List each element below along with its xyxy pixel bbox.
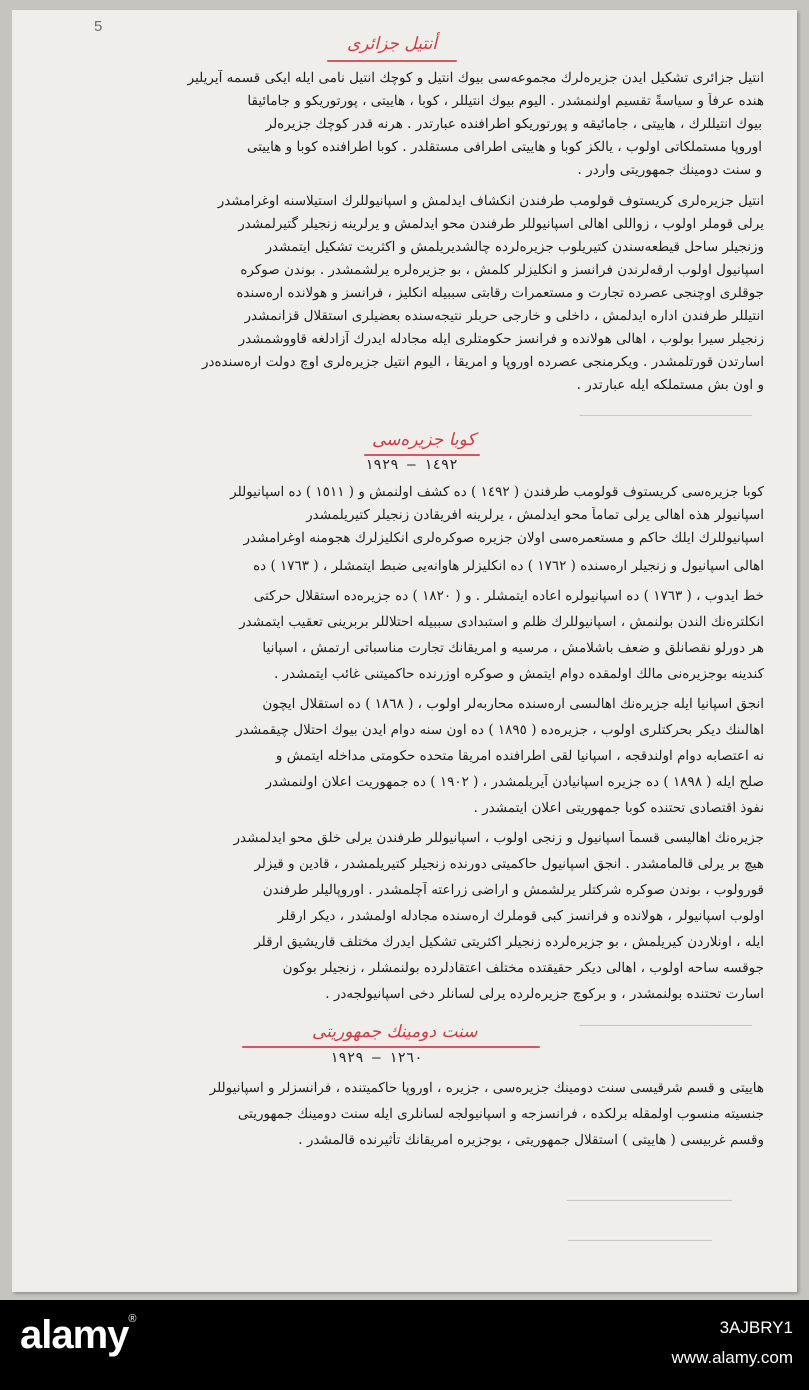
show-through-text: ـــــــــــــــــــــــــــــــــــــــــــــــــ xyxy=(579,1015,752,1029)
show-through-text: ـــــــــــــــــــــــــــــــــــــــــ xyxy=(567,1230,712,1244)
date-range: ١٢٦٠ — ١٩٢٩ xyxy=(330,1050,423,1066)
text-line: يرلى قوملر اولوب ، زواللى اهالى اسپانيوللر طرفندن محو ايدلمش و يرلرينه زنجيلر گتيرلمشدر xyxy=(60,216,764,232)
text-line: انتيللر طرفندن ادارە ايدلمش ، داخلى و خارجى حربلر نتيجەسنده بعضيلرى استقلال قزانمشدر xyxy=(60,308,764,324)
title-underline xyxy=(327,60,457,62)
text-line: اهالىنك ديكر بحركتلرى اولوب ، جزيرەده ( ١٨٩٥ ) ده اون سنه دوام ايدن بيوك احتلال چيقمشدر xyxy=(60,722,764,738)
text-line: زنجيلر سيرا بولوب ، اهالى هولانده و فرانسز حكومتلرى ايله مجادلە ايدرك آزادلغه قاووشمشدر xyxy=(60,331,764,347)
text-line: هنده عرفاً و سياسةً تقسيم اولنمشدر . اليوم بيوك انتيللر ، كوبا ، هاييتى ، پورتوريكو و جامائيقا xyxy=(62,93,764,109)
text-line: اسپانيول اولوب ارقەلرندن فرانسز و انكليزلر كلمش ، بو جزيرەلره يرلشمشدر . بوندن صوكره xyxy=(60,262,764,278)
text-line: انجق اسپانيا ايله جزيرەنك اهالىسى ارەسنده محاربەلر اولوب ، ( ١٨٦٨ ) ده استقلال ايچون xyxy=(60,696,764,712)
section-title-antilles: أنتيل جزائرى xyxy=(347,34,438,54)
show-through-text: ـــــــــــــــــــــــــــــــــــــــــــــــــ xyxy=(579,405,752,419)
text-line: جوقسه ساحه اولوب ، اهالى ديكر حقيقتده مختلف اعتقادلرده بولنمشلر ، زنجيلر بوكون xyxy=(60,960,764,976)
text-line: اوروپا مستملكاتى اولوب ، يالكز كوبا و هاييتى اطرافى مستقلدر . كوبا اطرافنده كوبا و هاييتى xyxy=(62,139,762,155)
date-range: ١٤٩٢ — ١٩٢٩ xyxy=(365,457,458,473)
text-line: نفوذ اقتصادى تحتنده كوبا جمهوريتى اعلان ايتمشدر . xyxy=(60,800,764,816)
title-underline xyxy=(364,454,480,456)
text-line: هر دورلو نقصانلق و ضعف باشلامش ، مرسيه و امريقانك تجارت مناسباتى ارتمش ، اسپانيا xyxy=(60,640,764,656)
text-line: صلح ايله ( ١٨٩٨ ) ده جزيرە اسپانيادن آيريلمشدر ، ( ١٩٠٢ ) ده جمهوريت اعلان اولنمشدر xyxy=(60,774,764,790)
text-line: بيوك انتيللرك ، هاييتى ، جامائيقه و پورتوريكو اطرافنده عبارتدر . هرنه قدر كوچك جزيرەلر xyxy=(62,116,762,132)
text-line: هاييتى و قسم شرقيسى سنت دومينك جزيرەسى ، جزيرە ، اوروپا حاكميتنده ، فرانسزلر و اسپانيوللر xyxy=(60,1080,764,1096)
text-line: وزنجيلر ساحل قيطعەسندن كتيريلوب جزيرەلرده چالشديريلمش و اكثريت تشكيل ايتمشدر xyxy=(60,239,764,255)
watermark-url: www.alamy.com xyxy=(671,1348,793,1367)
text-line: انتيل جزيرەلرى كريستوف قولومب طرفندن انكشاف ايدلمش و اسپانيوللرك استيلاسنه اوغرامشدر xyxy=(60,193,764,209)
title-underline xyxy=(242,1046,540,1048)
section-title-cuba: كوبا جزيرەسى xyxy=(372,430,476,450)
text-line: وقسم غربيسى ( هاييتى ) استقلال جمهوريتى ، بوجزيرە امريقانك تأثيرنده قالمشدر . xyxy=(60,1132,764,1148)
section-title-santo-domingo: سنت دومينك جمهوريتى xyxy=(312,1022,478,1042)
text-line: خط ايدوب ، ( ١٧٦٣ ) ده اسپانيولره اعادە ايتمشلر . و ( ١٨٢٠ ) ده جزيرەده استقلال حركتى xyxy=(60,588,764,604)
text-line: اسارتدن قورتلمشدر . ويكرمنجى عصرده اوروپا و امريقا ، اليوم انتيل جزيرەلرى اوچ دولت ارەسندەدر xyxy=(60,354,764,370)
text-line: اسارت تحتنده بولنمشدر ، و بركوچ جزيرەلرده يرلى لسانلر دخى اسپانيولجەدر . xyxy=(60,986,764,1002)
text-line: جنسيتە منسوب اولمقله برلكده ، فرانسزجە و اسپانيولجە لسانلرى ايله سنت دومينك جمهوريتى xyxy=(60,1106,764,1122)
text-line: و سنت دومينك جمهوريتى واردر . xyxy=(262,162,762,178)
text-line: كندينه بوجزيرەنى مالك اولمقده دوام ايتمش و صوكرە اوزرنده حاكميتنى غائب ايتمشدر . xyxy=(60,666,764,682)
text-line: انتيل جزائرى تشكيل ايدن جزيرەلرك مجموعەسى بيوك انتيل و كوچك انتيل نامى ايله ايكى قسمه آيريلير xyxy=(72,70,764,86)
text-line: انكلترەنك الندن بولنمش ، اسپانيوللرك ظلم و استبدادى سببيله احتلاللر بربرينى تعقيب ايتمشدر xyxy=(60,614,764,630)
text-line: اهالى اسپانيول و زنجيلر ارەسنده ( ١٧٦٢ ) ده انكليزلر هاوانەيى ضبط ايتمشلر ، ( ١٧٦٣ ) ده xyxy=(60,558,764,574)
text-line: هيچ بر يرلى قالمامشدر . انجق اسپانيول حاكميتى دورنده زنجيلر كتيريلمشدر ، قادين و قيزلر xyxy=(60,856,764,872)
page-number: 5 xyxy=(94,18,103,35)
text-line: كوبا جزيرەسى كريستوف قولومب طرفندن ( ١٤٩٢ ) ده كشف اولنمش و ( ١٥١١ ) ده اسپانيوللر xyxy=(60,484,764,500)
image-id-label: 3AJBRY1 xyxy=(719,1318,793,1337)
text-line: جزيرەنك اهاليسى قسماً اسپانيول و زنجى اولوب ، اسپانيوللر طرفندن يرلى خلق محو ايدلمشدر xyxy=(60,830,764,846)
manuscript-page xyxy=(12,10,797,1292)
text-line: و اون بش مستملكە ايله عبارتدر . xyxy=(312,377,764,393)
text-line: اولوب اسپانيولر ، هولانده و فرانسز كبى قوملرك ارەسنده مجادلە اولمشدر ، ديكر ارقلر xyxy=(60,908,764,924)
watermark-logo: alamy® xyxy=(20,1313,136,1357)
show-through-text: ـــــــــــــــــــــــــــــــــــــــــــــــ xyxy=(566,1190,732,1204)
text-line: ايله ، اونلاردن كيريلمش ، بو جزيرەلرده زنجيلر اكثريتى تشكيل ايدرك مختلف قاريشيق ارقلر xyxy=(60,934,764,950)
text-line: قورولوب ، بوندن صوكرە شركتلر يرلشمش و اراضى زراعتە آچلمشدر . اوروپاليلر طرفندن xyxy=(60,882,764,898)
text-line: جوقلرى اوچنجى عصرده تجارت و مستعمرات رقابتى سببيله انكليز ، فرانسز و هولانده ارەسنده xyxy=(60,285,764,301)
text-line: اسپانيولر هذه اهالى يرلى تماماً محو ايدلمش ، يرلرينه افريقادن زنجيلر كتيريلمشدر xyxy=(60,507,764,523)
text-line: نه اعتصابه دوام اولندقجه ، اسپانيا لقى اطرافنده امريقا متحدە حكومتى مداخلە ايتمش و xyxy=(60,748,764,764)
text-line: اسپانيوللرك ايلك حاكم و مستعمرەسى اولان جزيرە صوكرەلرى انكليزلرك هجومنه اوغرامشدر xyxy=(60,530,764,546)
